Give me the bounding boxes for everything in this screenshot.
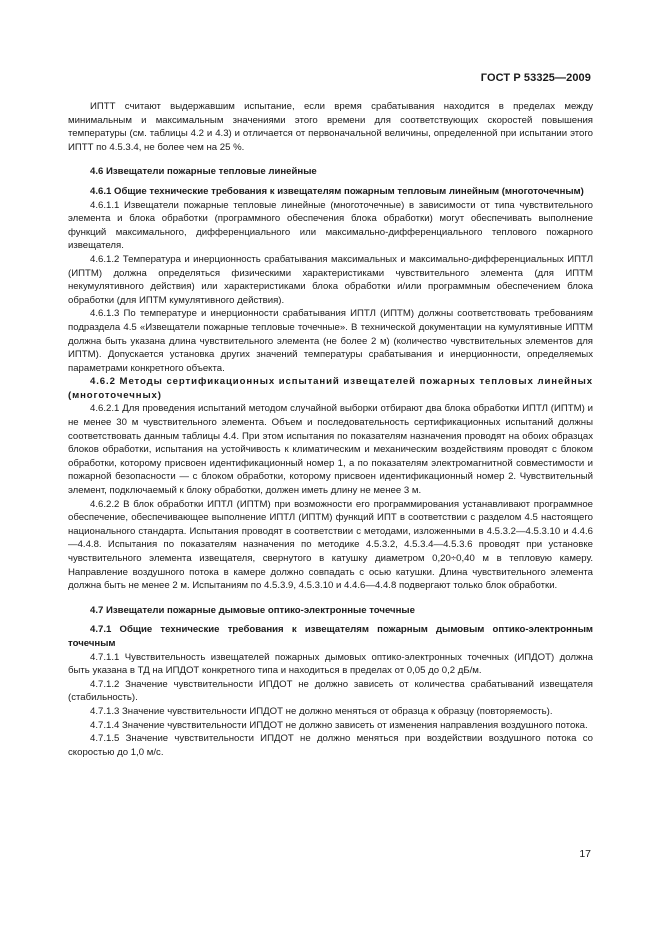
- subsection-heading: 4.7.1 Общие технические требования к извещателям пожарным дымовым оптико-электронным точечным: [68, 624, 593, 649]
- section-heading: 4.6 Извещатели пожарные тепловые линейные: [90, 166, 317, 178]
- paragraph: ИПТТ считают выдержавшим испытание, если время срабатывания находится в пределах между минимальным и максимальным значениями этого времени для соответствующих скоростей повышения температуры (см. таблицы 4.2 и 4.3) и отличается от первоначальной величины, определенной при испытании этого ИПТТ по 4.5.3.4, не более чем на 25 %.: [68, 101, 593, 153]
- paragraph: 4.7.1.1 Чувствительность извещателей пожарных дымовых оптико-электронных точечных (ИПДОТ) должна быть указана в ТД на ИПДОТ конкретного типа и находиться в пределах от 0,05 до 0,2 дБ/м.: [68, 651, 593, 677]
- paragraph: 4.6.1.2 Температура и инерционность срабатывания максимальных и максимально-дифференциальных ИПТЛ (ИПТМ) должна определяться физическими характеристиками чувствительного элемента (для ИПТМ некумулятивного действия) или характеристиками блока обработки и/или программным обеспечением блока обработки (для ИПТМ кумулятивного действия).: [68, 253, 593, 306]
- paragraph: 4.7.1.5 Значение чувствительности ИПДОТ не должно меняться при воздействии воздушного потока со скоростью до 1,0 м/с.: [68, 733, 593, 758]
- subsection-heading: 4.6.1 Общие технические требования к извещателям пожарным тепловым линейным (многоточечным): [90, 185, 584, 197]
- subsection-heading: 4.6.2 Методы сертификационных испытаний извещателей пожарных тепловых линейных (многоточечных): [68, 376, 593, 401]
- paragraph: 4.7.1.2 Значение чувствительности ИПДОТ не должно зависеть от количества срабатываний извещателя (стабильность).: [68, 678, 593, 704]
- page-number: 17: [579, 848, 591, 860]
- paragraph: 4.6.1.1 Извещатели пожарные тепловые линейные (многоточечные) в зависимости от типа чувствительного элемента и блока обработки (программного обеспечения блока обработки) могут обеспечивать выполнение функций максимального, дифференциального или максимально-дифференциального теплового пожарного извещателя.: [68, 199, 593, 252]
- document-body: [68, 100, 593, 759]
- paragraph: 4.6.2.2 В блок обработки ИПТЛ (ИПТМ) при возможности его программирования устанавливают программное обеспечение, обеспечивающее выполнение ИПТЛ (ИПТМ) функций ИПТ в соответствии с разделом 4.5 настоящего национального стандарта. Испытания проводят в соответствии с методами, изложенными в 4.5.3.2—4.5.3.10 и 4.4.6—4.4.8. Испытания по показателям назначения по методике 4.5.3.2, 4.5.3.4—4.5.3.6 проводят при установке чувствительного элемента извещателя, свернутого в катушку диаметром 0,20÷0,40 м в тепловую камеру. Направление воздушного потока в камере должно совпадать с осью катушки. Длина чувствительного элемента должна быть не менее 2 м. Испытаниям по 4.5.3.9, 4.5.3.10 и 4.4.6—4.4.8 подвергают только блок обработки.: [68, 498, 593, 592]
- section-heading: 4.7 Извещатели пожарные дымовые оптико-электронные точечные: [90, 604, 415, 616]
- paragraph: 4.6.2.1 Для проведения испытаний методом случайной выборки отбирают два блока обработки ИПТЛ (ИПТМ) и не менее 30 м чувствительного элемента. Объем и последовательность сертификационных испытаний должны соответствовать данным таблицы 4.4. При этом испытания по показателям назначения проводят на обоих образцах блоков обработки, испытания на устойчивость к климатическим и механическим воздействиям проводят с блоком обработки, которому присвоен идентификационный номер 1, а по показателям электромагнитной совместимости и пожарной безопасности — с блоком обработки, которому присвоен идентификационный номер 2. Чувствительный элемент, подключаемый к блоку обработки, должен иметь длину не менее 3 м.: [68, 403, 593, 497]
- paragraph: 4.6.1.3 По температуре и инерционности срабатывания ИПТЛ (ИПТМ) должны соответствовать требованиям подраздела 4.5 «Извещатели пожарные тепловые точечные». В технической документации на кумулятивные ИПТМ должна быть указана длина чувствительного элемента (не более 2 м) (количество чувствительных элементов для ИПТМ). Допускается установка других значений температуры срабатывания и инерционности, определяемых параметрами конкретного объекта.: [68, 308, 593, 374]
- paragraph: 4.7.1.3 Значение чувствительности ИПДОТ не должно меняться от образца к образцу (повторяемость).: [90, 705, 553, 717]
- paragraph: 4.7.1.4 Значение чувствительности ИПДОТ не должно зависеть от изменения направления воздушного потока.: [90, 719, 588, 731]
- document-code: ГОСТ Р 53325—2009: [480, 72, 591, 84]
